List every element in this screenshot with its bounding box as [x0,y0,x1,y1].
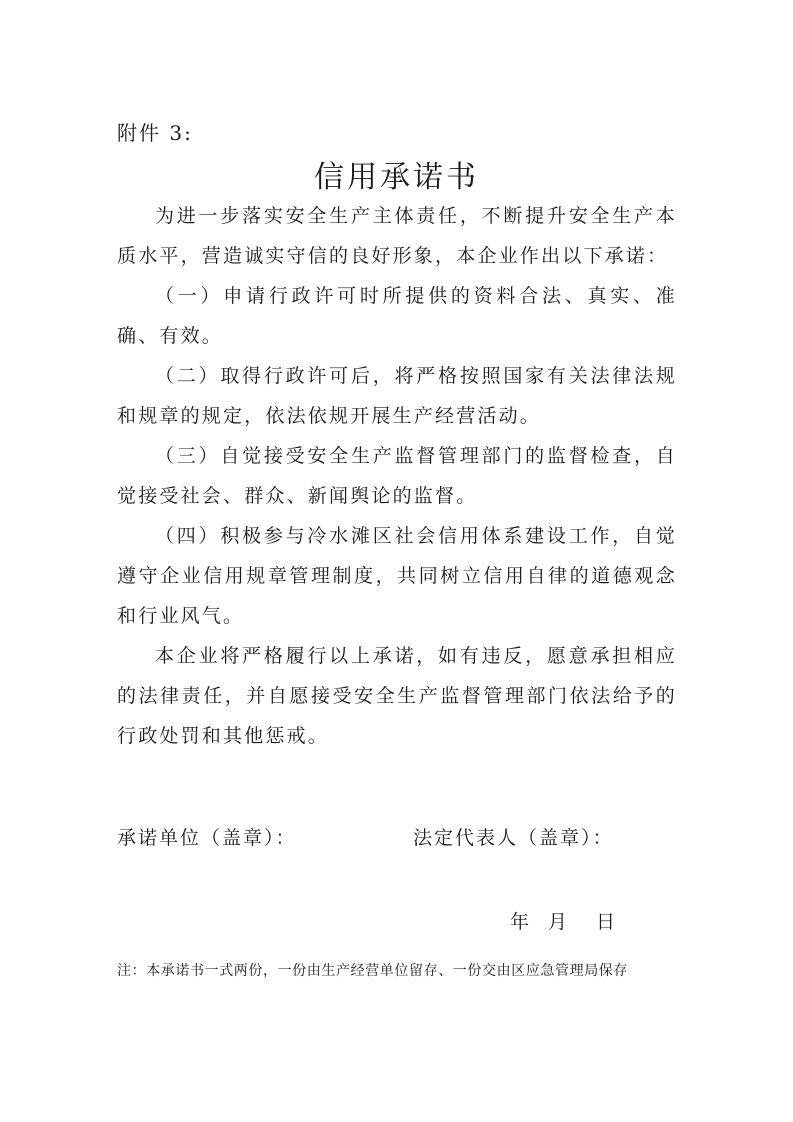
paragraph-item-4: （四）积极参与冷水滩区社会信用体系建设工作，自觉遵守企业信用规章管理制度，共同树立信用自律的道德观念和行业风气。 [117,525,677,627]
footnote: 注：本承诺书一式两份，一份由生产经营单位留存、一份交由区应急管理局保存 [117,963,628,979]
document-body [117,196,677,756]
document-title: 信用承诺书 [314,160,479,195]
paragraph-intro: 为进一步落实安全生产主体责任，不断提升安全生产本质水平，营造诚实守信的良好形象，本企业作出以下承诺： [117,205,677,267]
paragraph-closing: 本企业将严格履行以上承诺，如有违反，愿意承担相应的法律责任，并自愿接受安全生产监督管理部门依法给予的行政处罚和其他惩戒。 [117,645,677,747]
signature-unit-label: 承诺单位（盖章）： [117,827,297,849]
date-line [510,907,615,934]
date-day: 日 [596,911,616,933]
signature-representative-label: 法定代表人（盖章）： [413,827,614,849]
attachment-label: 附件 3: [117,121,193,145]
paragraph-item-2: （二）取得行政许可后，将严格按照国家有关法律法规和规章的规定，依法依规开展生产经营活动。 [117,365,677,427]
date-month: 月 [548,911,568,933]
paragraph-item-3: （三）自觉接受安全生产监督管理部门的监督检查，自觉接受社会、群众、新闻舆论的监督。 [117,445,677,507]
paragraph-item-1: （一）申请行政许可时所提供的资料合法、真实、准确、有效。 [117,285,677,347]
date-year: 年 [510,911,530,933]
